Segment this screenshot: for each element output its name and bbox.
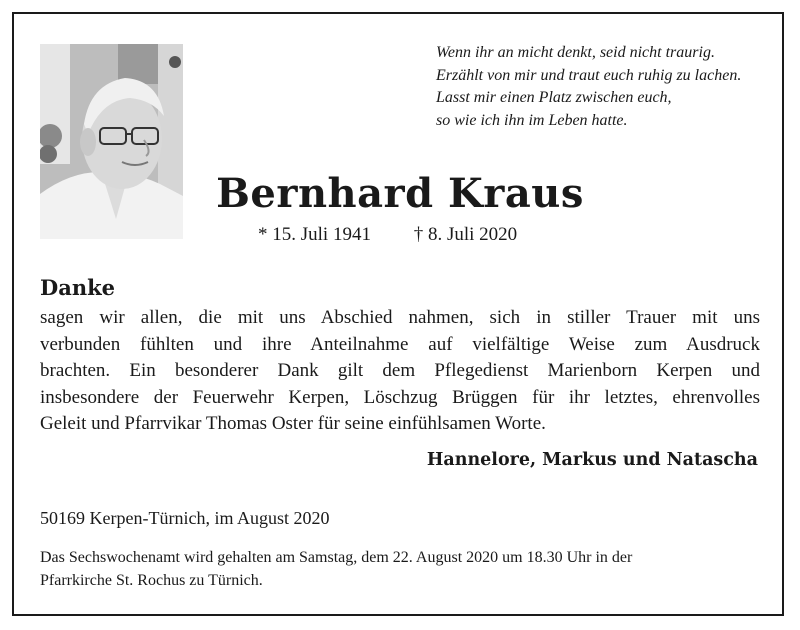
thanks-title: Danke (40, 275, 115, 300)
memorial-poem (436, 42, 741, 132)
place-and-date: 50169 Kerpen-Türnich, im August 2020 (40, 508, 330, 528)
poem-line: so wie ich ihn im Leben hatte. (436, 111, 628, 129)
thanks-line: brachten. Ein besonderer Dank gilt dem Pflegedienst Marienborn Kerpen und (40, 360, 760, 381)
thanks-text (40, 305, 760, 438)
life-dates (258, 224, 517, 246)
poem-line: Erzählt von mir und traut euch ruhig zu lachen. (436, 66, 742, 84)
poem-line: Lasst mir einen Platz zwischen euch, (436, 89, 672, 106)
death-date: † 8. Juli 2020 (413, 224, 518, 245)
notice-line: Pfarrkirche St. Rochus zu Türnich. (40, 571, 263, 589)
portrait-photo (40, 44, 183, 239)
thanks-line: verbunden fühlten und ihre Anteilnahme auf vielfältige Weise zum Ausdruck (40, 333, 760, 355)
poem-line: Wenn ihr an micht denkt, seid nicht traurig. (436, 44, 715, 61)
thanks-line: Geleit und Pfarrvikar Thomas Oster für seine einfühlsamen Worte. (40, 413, 546, 434)
birth-date: * 15. Juli 1941 (258, 224, 371, 245)
thanks-line: sagen wir allen, die mit uns Abschied nahmen, sich in stiller Trauer mit uns (40, 307, 760, 328)
family-signature: Hannelore, Markus und Natascha (426, 450, 758, 470)
thanks-line: insbesondere der Feuerwehr Kerpen, Löschzug Brüggen für ihr letztes, ehrenvolles (40, 386, 760, 408)
deceased-name: Bernhard Kraus (216, 170, 584, 217)
notice-line: Das Sechswochenamt wird gehalten am Samstag, dem 22. August 2020 um 18.30 Uhr in der (40, 549, 633, 566)
mass-notice (40, 547, 760, 592)
